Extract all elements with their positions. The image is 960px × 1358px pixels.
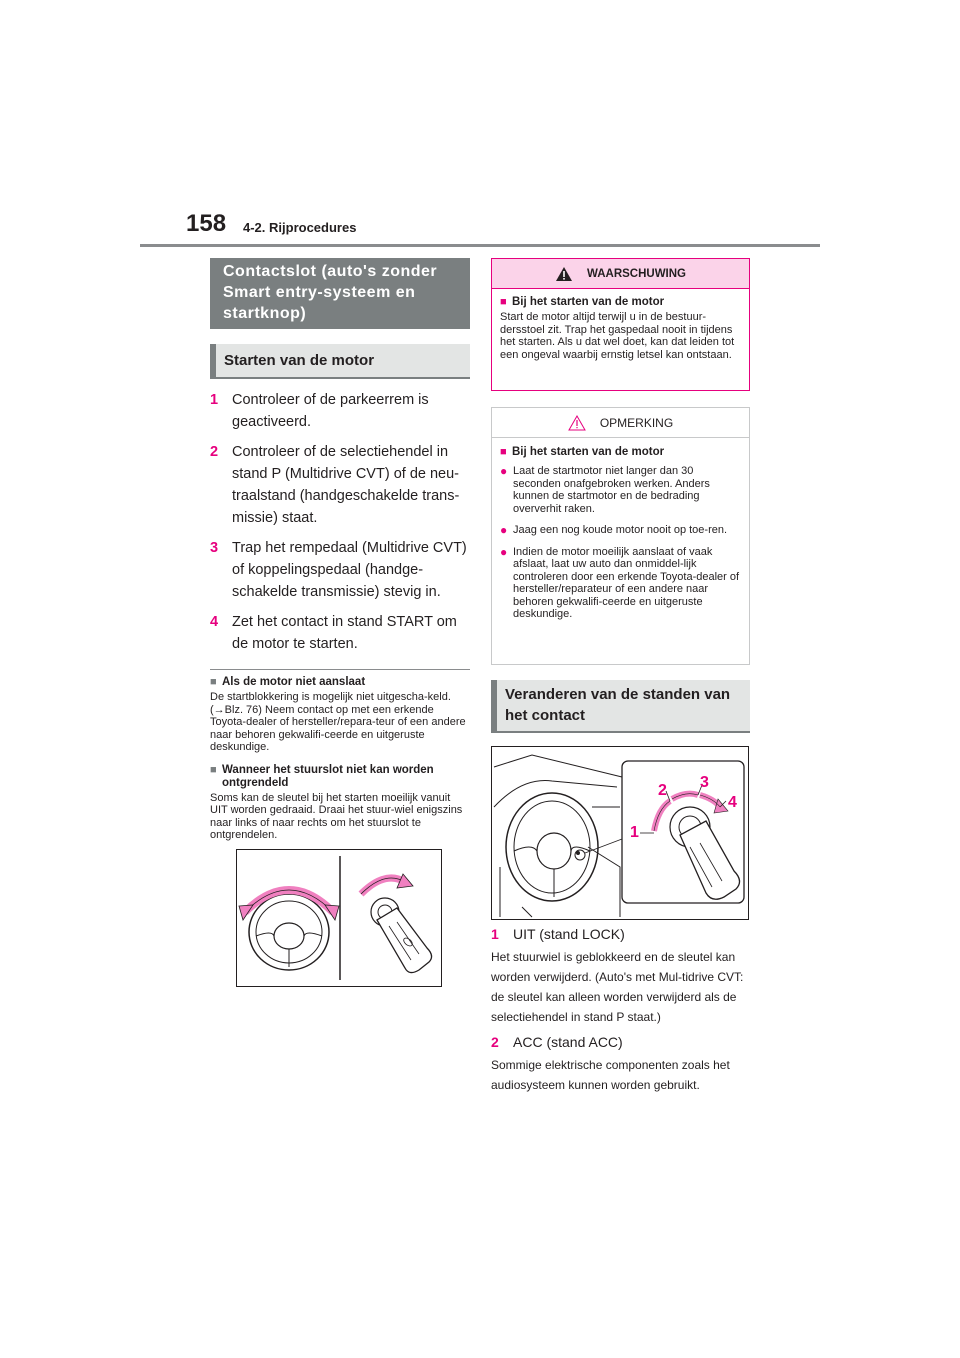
caution-title-text: Bij het starten van de motor [512,446,665,458]
divider [210,669,470,670]
position-item [491,1033,750,1051]
warning-triangle-icon [555,266,573,282]
step-number: 1 [210,392,219,408]
main-title: Contactslot (auto's zonder Smart entry-systeem en startknop) [210,258,470,329]
warning-header [492,259,749,289]
warning-title-text: Bij het starten van de motor [512,296,665,308]
header-rule [140,244,820,247]
position-title: UIT (stand LOCK) [513,926,625,942]
step-item [210,611,470,655]
step-number: 4 [210,614,219,630]
caution-bullet [500,546,741,621]
warning-box [491,258,750,391]
warning-title [500,296,741,309]
section-change-positions [491,680,750,733]
note-title [210,676,470,689]
step-text: Zet het contact in stand START om de motor te starten. [232,614,457,652]
ignition-positions-illustration [491,746,749,920]
ignition-switch-icon [492,747,748,919]
figure-label-3: 3 [700,774,709,791]
position-description: Het stuurwiel is geblokkeerd en de sleutel kan worden verwijderd. (Auto's met Mul-tidrive CVT: de sleutel kan alleen worden verwijderd als de selectiehendel in stand P staat.) [491,950,744,1024]
note-body: De startblokkering is mogelijk niet uitgescha-keld. (→Blz. 76) Neem contact op met een erkende Toyota-dealer of hersteller/repara-teur of een andere naar behoren gekwalifi-ceerde en uitgeruste deskundige. [210,691,466,753]
note-title [210,764,470,790]
steering-lock-illustration [236,849,442,987]
step-number: 2 [210,444,219,460]
caution-title [500,446,741,459]
caution-bullet-text: Laat de startmotor niet langer dan 30 seconden onafgebroken werken. Anders kunnen de startmotor en de bedrading oververhit raken. [513,465,710,515]
caution-box [491,407,750,665]
square-bullet-icon: ■ [500,296,507,308]
step-text: Controleer of de parkeerrem is geactiveerd. [232,392,429,430]
steering-wheel-key-icon [237,850,441,986]
position-number: 1 [491,926,499,942]
caution-triangle-icon [568,415,586,431]
page-number: 158 [186,210,227,237]
note-title-text: Wanneer het stuurslot niet kan worden ontgrendeld [222,763,434,789]
figure-label-4: 4 [728,794,737,811]
step-text: Controleer of de selectiehendel in stand P (Multidrive CVT) of de neu-traalstand (handgeschakelde trans-missie) staat. [232,444,460,526]
ignition-position-list [491,925,750,1099]
caution-label: OPMERKING [599,415,674,430]
circle-bullet-icon: ● [500,544,508,559]
square-bullet-icon: ■ [210,763,217,776]
position-description: Sommige elektrische componenten zoals het audiosysteem kunnen worden gebruikt. [491,1058,730,1092]
step-item [210,389,470,433]
step-text: Trap het rempedaal (Multidrive CVT) of koppelingspedaal (handge-schakelde transmissie) stevig in. [232,540,467,600]
section-title-start-engine: Starten van de motor [210,344,470,379]
caution-bullet [500,524,741,537]
caution-bullet [500,465,741,515]
position-number: 2 [491,1034,499,1050]
page-header [140,208,820,248]
square-bullet-icon: ■ [500,446,507,458]
caution-bullet-text: Jaag een nog koude motor nooit op toe-ren. [513,524,728,536]
circle-bullet-icon: ● [500,464,508,478]
chapter-title: 4-2. Rijprocedures [243,220,357,235]
step-number: 3 [210,540,219,556]
steps-list [210,389,470,655]
position-item [491,925,750,943]
note-body: Soms kan de sleutel bij het starten moeilijk vanuit UIT worden gedraaid. Draai het stuur-wiel enigszins naar links of naar rechts om het stuurslot te ontgrendelen. [210,791,463,841]
circle-bullet-icon: ● [500,523,508,537]
left-column [210,258,470,852]
step-item [210,537,470,603]
position-title: ACC (stand ACC) [513,1034,623,1050]
warning-body: Start de motor altijd terwijl u in de bestuur-dersstoel zit. Trap het gaspedaal nooit in tijdens het starten. Als u dat wel doet, kan dat leiden tot een ongeval waarbij ernstig letsel kan ontstaan. [500,311,735,361]
figure-label-2: 2 [658,782,667,799]
warning-label: WAARSCHUWING [586,267,687,280]
section-title-change-positions: Veranderen van de standen van het contact [491,680,750,733]
caution-header [492,408,749,438]
caution-bullet-text: Indien de motor moeilijk aanslaat of vaak afslaat, laat uw auto dan onmiddel-lijk controleren door een erkende Toyota-dealer of hersteller/reparateur of een andere naar behoren gekwalifi-ceerde en uitgeruste deskundige. [513,545,740,620]
figure-label-1: 1 [630,824,639,841]
square-bullet-icon: ■ [210,676,217,688]
note-title-text: Als de motor niet aanslaat [222,676,366,688]
step-item [210,441,470,529]
